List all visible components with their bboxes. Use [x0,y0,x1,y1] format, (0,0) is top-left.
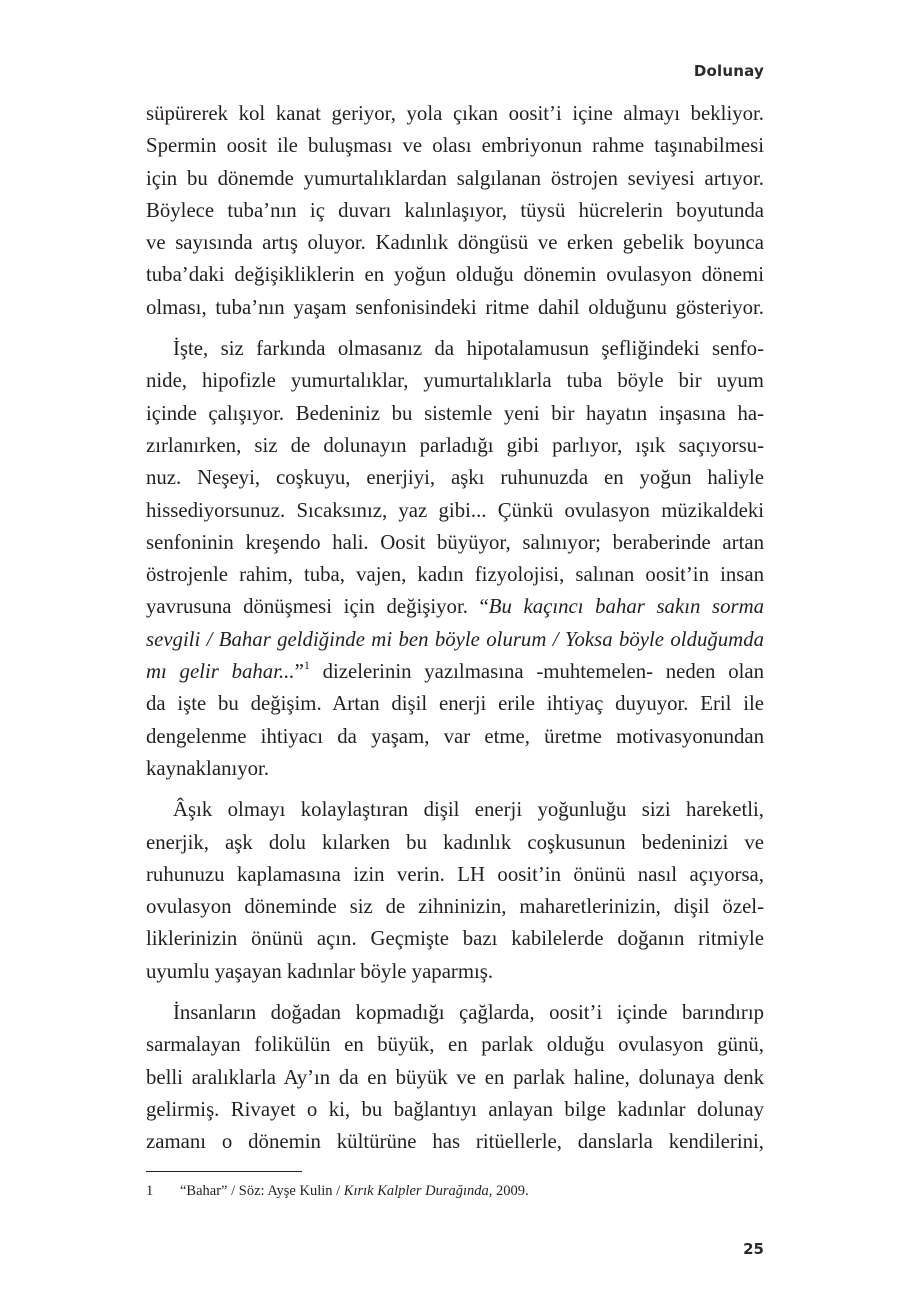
text-line: olması, tuba’nın yaşam senfonisindeki ritme dahil olduğunu gösteriyor. [146,295,764,319]
song-quote: Bu kaçıncı bahar sakın sorma [488,595,764,619]
text-line: nide, hipofizle yumurtalıklar, yumurtalıklarla tuba böyle bir uyum [146,369,764,393]
closing-quote-mark: ” [294,660,304,684]
footnote-album-title: Kırık Kalpler Durağında [343,1183,489,1199]
text-line: Spermin oosit ile buluşması ve olası embriyonun rahme taşınabilmesi [146,134,764,158]
text-line: zamanı o dönemin kültürüne has ritüellerle, danslarla kendilerini, [146,1130,764,1154]
text-line: da işte bu değişim. Artan dişil enerji erile ihtiyaç duyuyor. Eril ile [146,692,764,716]
text-line [146,624,764,656]
text-line: liklerinizin önünü açın. Geçmişte bazı kabilelerde doğanın ritmiyle [146,927,764,951]
text-line: dengelenme ihtiyacı da yaşam, var etme, üretme motivasyonundan [146,724,764,748]
text-line: ovulasyon döneminde siz de zihninizin, maharetlerinizin, dişil özel- [146,895,764,919]
text-line: İşte, siz farkında olmasanız da hipotalamusun şefliğindeki senfo- [173,337,764,361]
text-line: enerjik, aşk dolu kılarken bu kadınlık coşkusunun bedeninizi ve [146,830,764,854]
song-quote: sevgili / Bahar geldiğinde mi ben böyle olurum / Yoksa böyle olduğumda [146,627,764,651]
text-line: içinde çalışıyor. Bedeniniz bu sistemle yeni bir hayatın inşasına ha- [146,401,764,425]
footnote-reference[interactable]: 1 [303,658,310,673]
text-line: ruhunuzu kaplamasına izin verin. LH oosit’in önünü nasıl açıyorsa, [146,862,764,886]
paragraph-3 [146,794,764,988]
text-line: zırlanırken, siz de dolunayın parladığı gibi parlıyor, ışık saçıyorsu- [146,433,764,457]
text-line: belli aralıklarla Ay’ın da en büyük ve en parlak haline, dolunaya denk [146,1065,764,1089]
paragraph-2 [146,333,764,785]
text-line: Böylece tuba’nın iç duvarı kalınlaşıyor, tüysü hücrelerin boyutunda [146,198,764,222]
text-line: sarmalayan folikülün en büyük, en parlak olduğu ovulasyon günü, [146,1033,764,1057]
footnote-text-end: , 2009. [488,1183,529,1199]
text-line: senfoninin kreşendo hali. Oosit büyüyor, salınıyor; beraberinde artan [146,530,764,554]
text-segment: yavrusuna dönüşmesi için değişiyor. “ [146,595,489,619]
text-line: kaynaklanıyor. [146,756,270,780]
text-line: uyumlu yaşayan kadınlar böyle yaparmış. [146,959,494,983]
text-line: hissediyorsunuz. Sıcaksınız, yaz gibi... Çünkü ovulasyon müzikaldeki [146,498,764,522]
song-quote: mı gelir bahar... [146,660,295,684]
footnote [146,1181,764,1201]
text-line: süpürerek kol kanat geriyor, yola çıkan oosit’i içine almayı bekliyor. [146,102,764,125]
footnote-number: 1 [146,1183,154,1199]
page-number: 25 [743,1240,764,1258]
text-line: gelirmiş. Rivayet o ki, bu bağlantıyı anlayan bilge kadınlar dolunay [146,1097,764,1121]
text-line: ve sayısında artış oluyor. Kadınlık döngüsü ve erken gebelik boyunca [146,231,764,255]
footnote-divider [146,1171,302,1172]
text-line: tuba’daki değişikliklerin en yoğun olduğu dönemin ovulasyon dönemi [146,263,764,287]
text-segment: dizelerinin yazılmasına -muhtemelen- neden olan [309,660,765,684]
paragraph-1 [146,98,764,324]
running-head: Dolunay [693,62,764,80]
text-line: için bu dönemde yumurtalıklardan salgılanan östrojen seviyesi artıyor. [146,166,764,190]
text-line: Âşık olmayı kolaylaştıran dişil enerji yoğunluğu sizi hareketli, [173,798,764,822]
body-text [146,98,764,1159]
text-line: İnsanların doğadan kopmadığı çağlarda, oosit’i içinde barındırıp [173,1001,764,1025]
text-line: östrojenle rahim, tuba, vajen, kadın fizyolojisi, salınan oosit’in insan [146,563,764,587]
footnote-text: “Bahar” / Söz: Ayşe Kulin / [180,1183,344,1199]
paragraph-4 [146,997,764,1158]
text-line [146,656,764,688]
text-line: nuz. Neşeyi, coşkuyu, enerjiyi, aşkı ruhunuzda en yoğun haliyle [146,466,764,490]
text-line [146,591,764,623]
